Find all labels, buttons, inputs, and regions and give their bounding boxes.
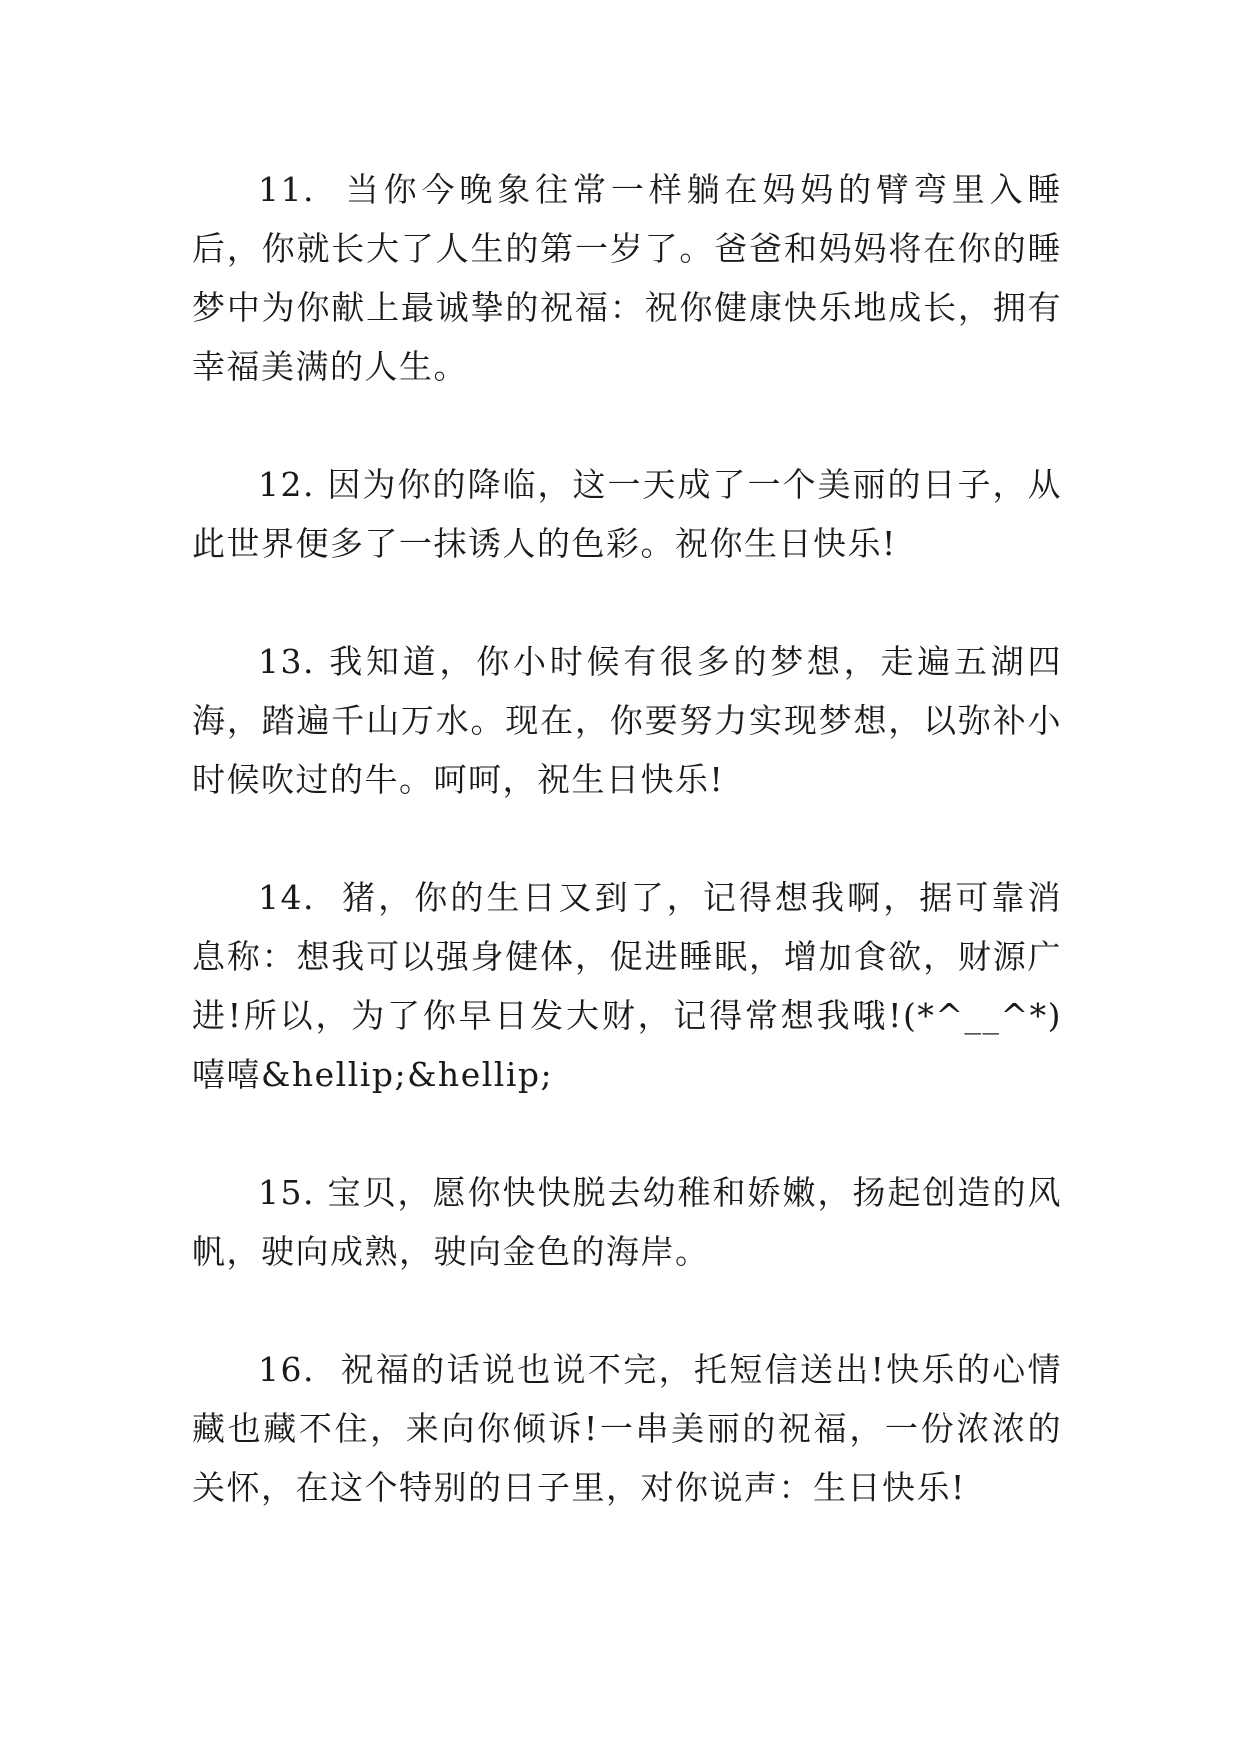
document-body <box>192 160 1062 1517</box>
paragraph-13: 13. 我知道，你小时候有很多的梦想，走遍五湖四海，踏遍千山万水。现在，你要努力实现梦想，以弥补小时候吹过的牛。呵呵，祝生日快乐! <box>192 642 1062 799</box>
paragraph-15: 15. 宝贝，愿你快快脱去幼稚和娇嫩，扬起创造的风帆，驶向成熟，驶向金色的海岸。 <box>192 1173 1062 1271</box>
paragraph-14: 14. 猪，你的生日又到了，记得想我啊，据可靠消息称：想我可以强身健体，促进睡眠，增加食欲，财源广进!所以，为了你早日发大财，记得常想我哦!(*^__^*)嘻嘻&hellip;&hellip; <box>192 878 1062 1094</box>
paragraph-11: 11. 当你今晚象往常一样躺在妈妈的臂弯里入睡后，你就长大了人生的第一岁了。爸爸和妈妈将在你的睡梦中为你献上最诚挚的祝福：祝你健康快乐地成长，拥有幸福美满的人生。 <box>192 170 1062 386</box>
paragraph-12: 12. 因为你的降临，这一天成了一个美丽的日子，从此世界便多了一抹诱人的色彩。祝你生日快乐! <box>192 465 1062 563</box>
paragraph-16: 16. 祝福的话说也说不完，托短信送出!快乐的心情藏也藏不住，来向你倾诉!一串美丽的祝福，一份浓浓的关怀，在这个特别的日子里，对你说声：生日快乐! <box>192 1350 1062 1507</box>
